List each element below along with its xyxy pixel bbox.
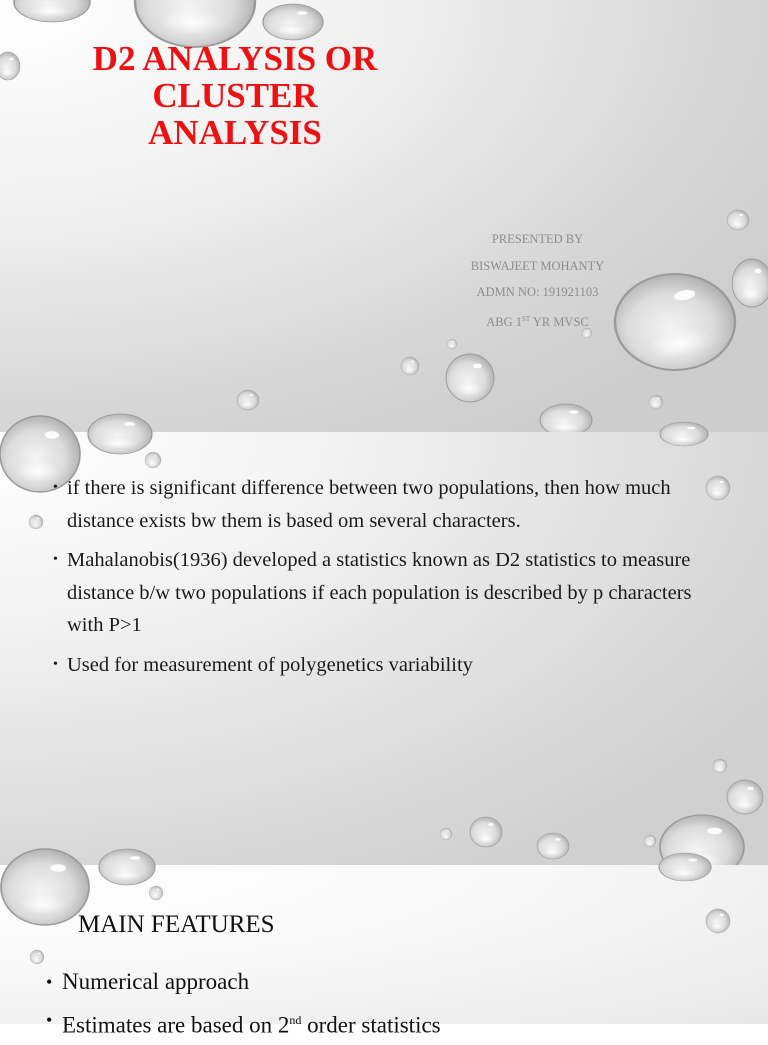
admission-number: ADMN NO: 191921103 (476, 285, 599, 299)
bullet-dot-icon: • (46, 972, 53, 992)
feature-text-end: order statistics (301, 1012, 441, 1038)
section-heading: MAIN FEATURES (78, 911, 275, 938)
feature-text: Estimates are based on 2 (62, 1012, 290, 1038)
class-sup: ST (522, 314, 531, 323)
feature-sup: nd (289, 1013, 302, 1027)
list-item (50, 649, 710, 682)
feature-list (44, 963, 744, 1045)
presenter-name: BISWAJEET MOHANTY (470, 258, 605, 273)
list-item (44, 963, 744, 1001)
list-item (50, 472, 710, 537)
title-line-1: D2 ANALYSIS OR (92, 39, 378, 78)
list-item (50, 544, 710, 642)
bullet-dot-icon: • (53, 656, 58, 672)
title-line-3: ANALYSIS (148, 113, 322, 152)
bullet-text: Used for measurement of polygenetics variability (67, 653, 473, 676)
bullet-list (50, 472, 710, 688)
content-slide (0, 432, 768, 865)
bullet-text: Mahalanobis(1936) developed a statistics known as D2 statistics to measure distance b/w two populations if each population is described by p characters with P>1 (67, 549, 692, 636)
feature-text: Numerical approach (62, 969, 250, 994)
bullet-text: if there is significant difference between two populations, then how much distance exists bw them is based om several characters. (67, 477, 671, 532)
slide-title (60, 40, 410, 151)
list-item (44, 1001, 744, 1045)
class-suffix: YR MVSC (530, 314, 589, 329)
title-slide (0, 0, 768, 432)
presenter-block (440, 226, 635, 335)
bullet-dot-icon: • (53, 552, 58, 567)
class-year (440, 306, 635, 336)
bullet-dot-icon: • (53, 480, 58, 495)
title-line-2: CLUSTER (152, 76, 318, 115)
class-prefix: ABG 1 (486, 314, 522, 329)
presented-by-label: PRESENTED BY (491, 232, 584, 246)
bullet-dot-icon: • (46, 1010, 53, 1030)
features-slide (0, 865, 768, 1038)
